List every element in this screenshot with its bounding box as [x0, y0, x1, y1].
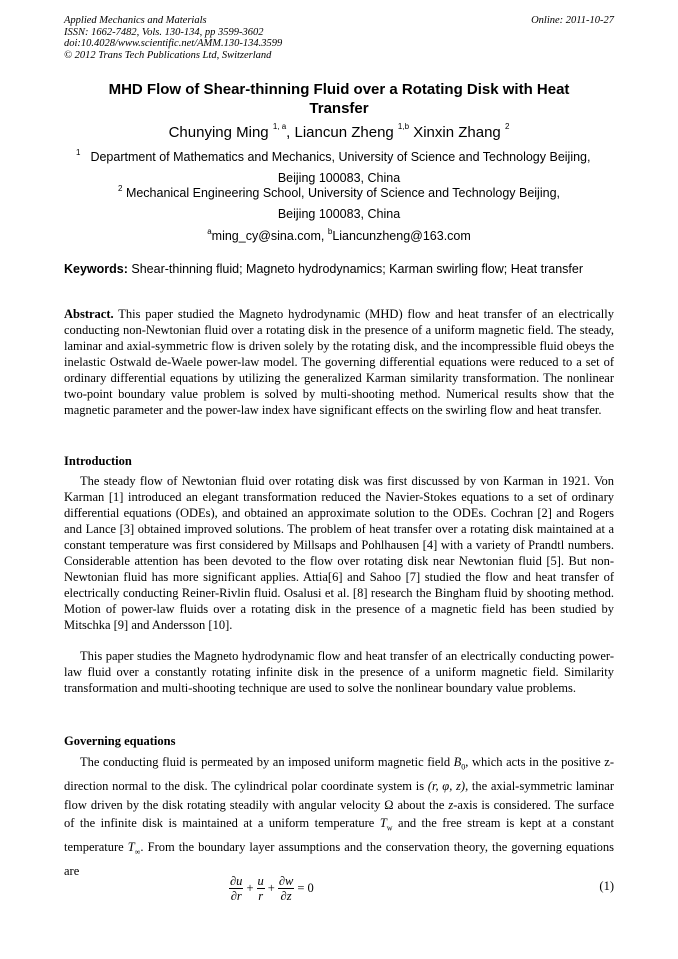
email-a-sup: a: [207, 227, 212, 236]
gov-t3: , the axial-symmetric laminar flow driven by the disk rotating steadily with angular velocity: [64, 779, 614, 812]
gov-t4: about the: [393, 797, 449, 812]
frac3-den: ∂z: [280, 889, 292, 903]
governing-p: [64, 753, 614, 881]
symbol-Tw-sub: w: [386, 823, 393, 833]
introduction-p2: This paper studies the Magneto hydrodynamic flow and heat transfer of an electrically conducting power-law fluid over a constantly rotating infinite disk in the presence of a uniform magnetic field. Similarity transformation and multi-shooting technique are used to solve the nonlinear boundary value problems.: [64, 649, 614, 695]
symbol-coords: (r, φ, z): [427, 779, 466, 793]
introduction-p1: The steady flow of Newtonian fluid over rotating disk was first discussed by von Karman in 1921. Von Karman [1] introduced an elegant transformation reduced the Navier-Stokes equations to a set of ordinary differential equations (ODEs), and obtained an approximate solution to the ODEs. Cochran [2] and Rogers and Lance [3] obtained improved solutions. The problem of heat transfer over a rotating disk maintained at a constant temperature was first considered by Millsaps and Pohlhausen [4] with a variety of Prandtl numbers. Considerable attention has been devoted to the flow over rotating disk near Newtonian fluid [5]. But non-Newtonian fluid has more significant applies. Attia[6] and Sahoo [7] studied the flow and heat transfer of electrically conducting Reiner-Rivlin fluid. Osalusi et al. [8] research the Bingham fluid by shooting method. Motion of power-law fluids over a rotating disk in the presence of a magnetic field has been studied by Mitschka [9] and Andersson [10].: [64, 474, 614, 632]
plus-2: +: [267, 881, 275, 895]
frac2-num: u: [257, 874, 264, 888]
gov-t6: and the free stream is kept at a constant temperature: [64, 816, 614, 854]
issn: ISSN: 1662-7482, Vols. 130-134, pp 3599-3602: [64, 26, 264, 38]
equation-number: (1): [599, 879, 614, 893]
aff-2-num: 2: [118, 184, 123, 193]
journal-name: Applied Mechanics and Materials: [64, 15, 207, 26]
online-date: Online: 2011-10-27: [531, 15, 614, 26]
title-line-2: Transfer: [309, 100, 369, 117]
aff-1-num: 1: [76, 148, 81, 157]
keywords-label: Keywords:: [64, 262, 128, 276]
fraction-du-dr: [229, 874, 243, 903]
email-a: ming_cy@sina.com,: [211, 229, 328, 243]
aff-2-text: Mechanical Engineering School, University of Science and Technology Beijing,: [125, 186, 560, 200]
introduction-heading: Introduction: [64, 454, 132, 468]
email-b-sup: b: [327, 227, 333, 236]
gov-t7: . From the boundary layer assumptions and the conservation theory, the governing equations are: [64, 840, 615, 878]
abstract-label: Abstract.: [64, 307, 114, 321]
affiliation-2: [64, 186, 614, 200]
frac1-den: ∂r: [230, 889, 242, 903]
author-2: , Liancun Zheng: [286, 124, 394, 141]
plus-1: +: [246, 881, 254, 895]
copyright: © 2012 Trans Tech Publications Ltd, Switzerland: [64, 49, 272, 61]
frac3-num: ∂w: [278, 874, 294, 888]
keywords: [64, 262, 614, 276]
emails: [64, 229, 614, 243]
frac1-num: ∂u: [230, 874, 243, 888]
author-1: Chunying Ming: [168, 124, 269, 141]
symbol-Tinf: T: [127, 840, 135, 854]
author-1-sup: 1, a: [272, 122, 287, 131]
email-b: Liancunzheng@163.com: [332, 229, 471, 243]
equals-zero: = 0: [297, 881, 314, 895]
aff-1-text: Department of Mathematics and Mechanics, University of Science and Technology Beijing,: [90, 150, 591, 164]
gov-t1: The conducting fluid is permeated by an imposed uniform magnetic field: [80, 755, 454, 769]
equation-1: [228, 874, 316, 903]
symbol-z: z: [448, 797, 454, 812]
symbol-B0-sub: 0: [461, 762, 466, 772]
abstract: [64, 306, 614, 418]
governing-heading: Governing equations: [64, 734, 176, 748]
affiliation-2-city: Beijing 100083, China: [277, 207, 401, 221]
symbol-B0: B: [453, 755, 462, 769]
symbol-omega: Ω: [384, 797, 394, 812]
symbol-Tw: T: [379, 816, 387, 830]
fraction-u-r: [257, 874, 265, 903]
affiliation-1: [64, 150, 614, 164]
author-2-sup: 1,b: [397, 122, 410, 131]
paper-title: [64, 80, 614, 118]
fraction-dw-dz: [278, 874, 295, 903]
keywords-text: Shear-thinning fluid; Magneto hydrodynamics; Karman swirling flow; Heat transfer: [127, 262, 583, 276]
abstract-text: This paper studied the Magneto hydrodynamic (MHD) flow and heat transfer of an electrically conducting non-Newtonian fluid over a rotating disk in the presence of a uniform magnetic field. The steady, laminar and axial-symmetric flow is driven solely by the rotating disk, and the incompressible fluid obeys the inelastic Ostwald de-Waele power-law model. The governing differential equations were reduced to a set of ordinary differential equations by utilizing the generalized Karman similarity transformation. The nonlinear two-point boundary value problem is solved by multi-shooting method. Numerical results show that the magnetic parameter and the power-law index have significant effects on the swirling flow and heat transfer.: [64, 307, 614, 417]
frac2-den: r: [258, 889, 264, 903]
author-3: Xinxin Zhang: [409, 124, 501, 141]
author-3-sup: 2: [504, 122, 510, 131]
journal-header: [64, 15, 282, 61]
authors: [64, 124, 614, 141]
affiliation-1-city: Beijing 100083, China: [277, 171, 401, 185]
doi: doi:10.4028/www.scientific.net/AMM.130-134.3599: [64, 38, 283, 49]
gov-t5: -axis is considered. The surface of the infinite disk is maintained at a uniform temperature: [64, 797, 615, 830]
title-line-1: MHD Flow of Shear-thinning Fluid over a Rotating Disk with Heat: [108, 81, 570, 98]
gov-t2: , which acts in the positive z-direction normal to the disk. The cylindrical polar coordinate system is: [64, 755, 614, 793]
symbol-Tinf-sub: ∞: [134, 847, 141, 857]
